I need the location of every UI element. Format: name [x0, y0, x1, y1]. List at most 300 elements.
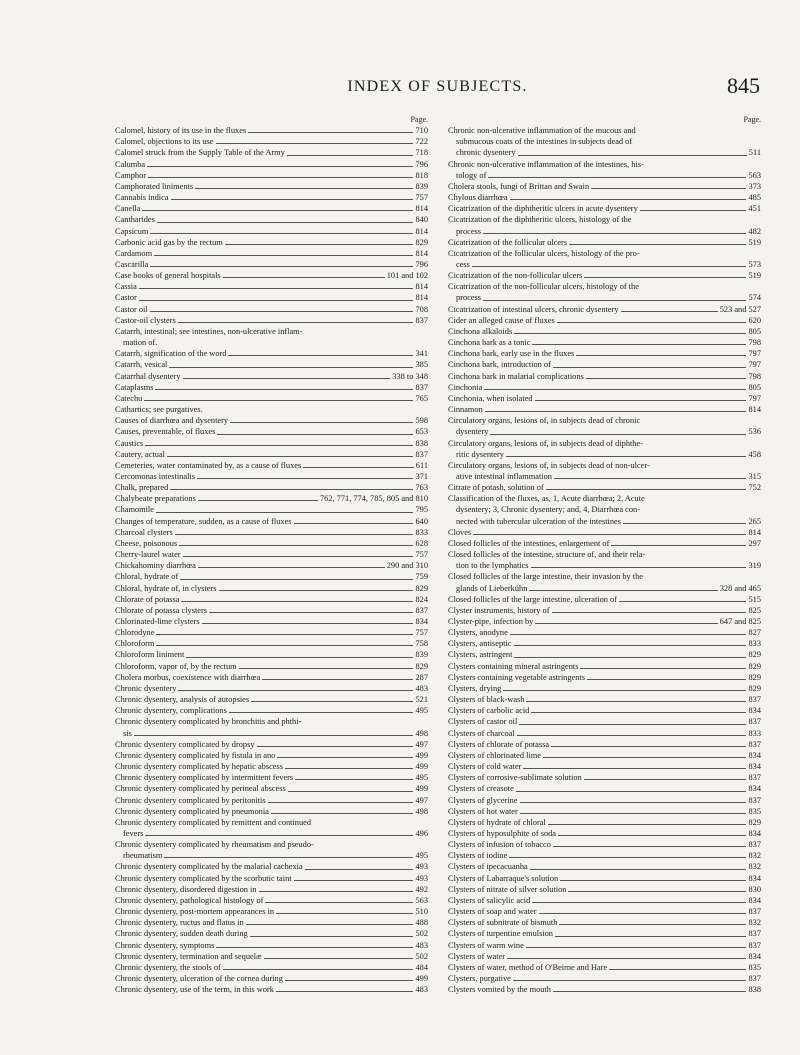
dot-leader [609, 969, 746, 970]
index-entry [448, 438, 761, 460]
entry-text: Cautery, actual [115, 449, 165, 459]
entry-text: Chlorodyne [115, 628, 155, 638]
index-entry [115, 393, 428, 404]
index-entry [115, 683, 428, 694]
index-entry [115, 281, 428, 292]
page-ref: 640 [415, 516, 428, 526]
entry-text: Cathartics; see purgatives. [115, 405, 203, 415]
index-entry-line [448, 583, 761, 594]
dot-leader [510, 634, 747, 635]
page-ref: 837 [748, 840, 761, 850]
entry-text: Chloroform liniment [115, 650, 185, 660]
dot-leader [294, 523, 414, 524]
dot-leader [178, 322, 414, 323]
index-entry [448, 248, 761, 270]
page-ref: 796 [415, 260, 428, 270]
page-ref: 499 [415, 974, 428, 984]
entry-text: Cantharides [115, 215, 155, 225]
entry-text: Clysters of subnitrate of bismuth [448, 918, 558, 928]
entry-text: Clysters of hot water [448, 806, 518, 816]
index-entry [115, 371, 428, 382]
entry-text: Cicatrization of the non-follicular ulcers, histology of the [448, 282, 639, 292]
entry-text: Chronic dysentery complicated by remittent and continued [115, 817, 312, 827]
page-ref: 837 [748, 773, 761, 783]
dot-leader [156, 512, 414, 513]
index-entry [448, 538, 761, 549]
page-ref: 752 [748, 483, 761, 493]
page-ref: 834 [415, 617, 428, 627]
dot-leader [154, 255, 413, 256]
entry-text-continued: dysentery; 3, Chronic dysentery; and, 4, Diarrhœa con- [456, 505, 640, 515]
page-ref: 495 [415, 773, 428, 783]
page-number: 845 [727, 73, 760, 98]
index-entry [448, 940, 761, 951]
entry-text: Chronic non-ulcerative inflammation of the mucous and [448, 126, 636, 136]
entry-text: Clysters vomited by the mouth [448, 985, 551, 995]
entry-text: Cheese, poisonous [115, 538, 178, 548]
index-entry [115, 940, 428, 951]
page-ref: 483 [415, 940, 428, 950]
entry-text: Clysters of infusion of tobacco [448, 840, 551, 850]
index-entry [115, 125, 428, 136]
page-ref: 832 [748, 918, 761, 928]
page-ref: 510 [415, 907, 428, 917]
page-ref: 795 [415, 505, 428, 515]
dot-leader [150, 311, 414, 312]
index-entry [115, 560, 428, 571]
page-ref: 757 [415, 193, 428, 203]
entry-text: Chylous diarrhœa [448, 193, 508, 203]
index-entry-line [448, 516, 761, 527]
dot-leader [532, 344, 746, 345]
page-ref: 837 [748, 940, 761, 950]
page-ref: 796 [415, 159, 428, 169]
page-ref: 499 [415, 784, 428, 794]
entry-text: Chalk, prepared [115, 483, 169, 493]
index-entry [448, 203, 761, 214]
index-entry-line [448, 170, 761, 181]
entry-text: Chronic dysentery complicated by pneumonia [115, 806, 269, 816]
entry-text: process [456, 226, 482, 236]
entry-text: Chronic dysentery complicated by peritonitis [115, 795, 266, 805]
entry-text: Chronic dysentery, analysis of autopsies [115, 695, 250, 705]
dot-leader [506, 456, 747, 457]
page-ref: 502 [415, 929, 428, 939]
dot-leader [230, 422, 413, 423]
page-ref: 835 [748, 806, 761, 816]
dot-leader [198, 567, 385, 568]
page-ref: 519 [748, 271, 761, 281]
entry-text: Case books of general hospitals [115, 271, 221, 281]
dot-leader [276, 991, 414, 992]
dot-leader [483, 233, 746, 234]
index-entry [448, 861, 761, 872]
index-entry [448, 527, 761, 538]
entry-text: Cercomonas intestinalis [115, 471, 195, 481]
index-entry [448, 326, 761, 337]
page-ref: 837 [748, 717, 761, 727]
entry-text: Causes, preventable, of fluxes [115, 427, 216, 437]
page-ref: 832 [748, 862, 761, 872]
index-entry [115, 192, 428, 203]
dot-leader [619, 601, 746, 602]
entry-text: Clysters of glycerine [448, 795, 518, 805]
index-entry [448, 371, 761, 382]
index-entry [448, 705, 761, 716]
dot-leader [156, 645, 413, 646]
dot-leader [155, 389, 413, 390]
entry-text: Cloves [448, 527, 472, 537]
page-ref: 814 [415, 282, 428, 292]
page-ref: 708 [415, 304, 428, 314]
page-ref: 834 [748, 828, 761, 838]
entry-text: Clysters of black-wash [448, 695, 525, 705]
index-entry [448, 973, 761, 984]
page-ref: 297 [748, 538, 761, 548]
page-ref: 515 [748, 594, 761, 604]
dot-leader [246, 924, 414, 925]
dot-leader [529, 590, 717, 591]
page-ref: 797 [748, 360, 761, 370]
page-ref: 502 [415, 951, 428, 961]
dot-leader [145, 835, 413, 836]
page-ref: 829 [748, 672, 761, 682]
entry-text: Chronic dysentery, the stools of [115, 962, 221, 972]
dot-leader [584, 277, 746, 278]
dot-leader [139, 288, 414, 289]
index-entry [115, 426, 428, 437]
entry-text: Chronic dysentery complicated by fistula in ano [115, 750, 276, 760]
page-ref: 493 [415, 873, 428, 883]
page-ref: 758 [415, 639, 428, 649]
entry-text: Chronic dysentery complicated by intermittent fevers [115, 773, 294, 783]
entry-text: Castor [115, 293, 137, 303]
index-entry [115, 449, 428, 460]
page-ref: 824 [415, 594, 428, 604]
entry-text: Chronic dysentery, post-mortem appearances in [115, 907, 275, 917]
dot-leader [164, 857, 413, 858]
index-entry [448, 382, 761, 393]
page-ref: 834 [748, 873, 761, 883]
page-ref: 653 [415, 427, 428, 437]
dot-leader [197, 478, 414, 479]
index-entry [448, 627, 761, 638]
entry-text: mation of. [123, 338, 158, 348]
page-ref: 385 [415, 360, 428, 370]
index-entry [448, 460, 761, 482]
entry-text: Clysters, purgative [448, 974, 511, 984]
entry-text: cess [456, 260, 470, 270]
index-entry [115, 170, 428, 181]
entry-text: Catarrh, intestinal; see intestines, non-ulcerative inflam- [115, 326, 303, 336]
entry-text: Cemeteries, water contaminated by, as a cause of fluxes [115, 460, 302, 470]
page-column-label: Page. [743, 115, 761, 124]
dot-leader [539, 913, 747, 914]
entry-text: Chlorate of potassa clysters [115, 605, 207, 615]
index-entry [448, 315, 761, 326]
page-ref: 834 [748, 784, 761, 794]
entry-text: chronic dysentery [456, 148, 516, 158]
index-entry [115, 973, 428, 984]
dot-leader [229, 712, 414, 713]
dot-leader [559, 924, 746, 925]
index-entry [448, 616, 761, 627]
index-entry [448, 125, 761, 158]
index-entry [448, 828, 761, 839]
entry-text: Chronic non-ulcerative inflammation of the intestines, his- [448, 159, 644, 169]
entry-text: Clysters of creasote [448, 784, 514, 794]
index-entry [115, 761, 428, 772]
entry-text: Cinchona bark, introduction of [448, 360, 551, 370]
dot-leader [167, 456, 414, 457]
dot-leader [517, 735, 747, 736]
entry-text: Chamomile [115, 505, 154, 515]
dot-leader [285, 768, 414, 769]
index-entry [448, 393, 761, 404]
entry-text: Chronic dysentery complicated by the malarial cachexia [115, 862, 303, 872]
dot-leader [526, 947, 747, 948]
dot-leader [248, 132, 413, 133]
entry-text: Charcoal clysters [115, 527, 173, 537]
page-ref: 798 [748, 338, 761, 348]
entry-text: Clysters of turpentine emulsion [448, 929, 553, 939]
index-entry [115, 772, 428, 783]
entry-text: Catarrhal dysentery [115, 371, 181, 381]
entry-text: Chronic dysentery, ulceration of the cornea during [115, 974, 283, 984]
dot-leader [514, 645, 747, 646]
page-ref: 834 [748, 706, 761, 716]
index-entry-line [115, 728, 428, 739]
index-entry [115, 404, 428, 415]
page-ref: 837 [748, 795, 761, 805]
index-entry [115, 516, 428, 527]
dot-leader [139, 300, 414, 301]
index-entry [448, 304, 761, 315]
entry-text: Catarrh, vesical [115, 360, 168, 370]
index-entry [115, 984, 428, 995]
entry-text: Closed follicles of the intestine, structure of, and their rela- [448, 550, 646, 560]
dot-leader [271, 813, 414, 814]
index-entry [115, 159, 428, 170]
entry-text: Cinnamon [448, 405, 483, 415]
index-entry [448, 159, 761, 181]
page-ref: 101 and 102 [386, 271, 428, 281]
page-ref: 839 [415, 650, 428, 660]
index-entry [115, 806, 428, 817]
page-ref: 805 [748, 326, 761, 336]
entry-text: Causes of diarrhœa and dysentery [115, 416, 229, 426]
entry-text: Carbonic acid gas by the rectum [115, 237, 223, 247]
dot-leader [552, 612, 747, 613]
index-entry [115, 237, 428, 248]
index-entry [115, 694, 428, 705]
entry-text: Clysters of water, method of O'Beirne and Hare [448, 962, 608, 972]
index-entry [115, 315, 428, 326]
page-ref: 837 [748, 907, 761, 917]
dot-leader [591, 188, 746, 189]
entry-text: Catarrh, signification of the word [115, 349, 227, 359]
dot-leader [183, 378, 391, 379]
dot-leader [584, 779, 747, 780]
page-ref: 483 [415, 683, 428, 693]
index-entry [448, 817, 761, 828]
page-header [115, 73, 760, 102]
dot-leader [483, 300, 746, 301]
dot-leader [535, 623, 717, 624]
dot-leader [553, 846, 747, 847]
dot-leader [262, 679, 413, 680]
dot-leader [560, 880, 746, 881]
entry-text: Calomel, history of its use in the fluxes [115, 126, 247, 136]
page-ref: 827 [748, 628, 761, 638]
entry-text: Chronic dysentery complicated by bronchitis and phthi- [115, 717, 302, 727]
entry-text: Calumba [115, 159, 146, 169]
dot-leader [142, 210, 413, 211]
index-entry [115, 226, 428, 237]
index-entry [448, 951, 761, 962]
dot-leader [507, 958, 746, 959]
index-entry [115, 471, 428, 482]
index-entry-line [448, 426, 761, 437]
dot-leader [217, 434, 413, 435]
page-ref: 834 [748, 951, 761, 961]
entry-text: Chlorate of potassa [115, 594, 180, 604]
entry-text: Chlorinated-lime clysters [115, 617, 200, 627]
page-ref: 833 [748, 639, 761, 649]
entry-text: Cherry-laurel water [115, 550, 181, 560]
entry-text: Camphor [115, 170, 147, 180]
index-entry [448, 761, 761, 772]
dot-leader [216, 143, 414, 144]
page-ref: 341 [415, 349, 428, 359]
index-entry [115, 839, 428, 861]
page-ref: 495 [415, 706, 428, 716]
entry-text: Closed follicles of the large intestine, ulceration of [448, 594, 617, 604]
index-entry [448, 917, 761, 928]
entry-text: nected with tubercular ulceration of the intestines [456, 516, 621, 526]
dot-leader [285, 980, 414, 981]
dot-leader [181, 601, 413, 602]
page-ref: 710 [415, 126, 428, 136]
index-entry [448, 661, 761, 672]
page-ref: 718 [415, 148, 428, 158]
dot-leader [580, 668, 746, 669]
page-ref: 573 [748, 260, 761, 270]
entry-text: Cicatrization of the follicular ulcers, histology of the pro- [448, 248, 640, 258]
page-ref: 835 [748, 962, 761, 972]
page-ref: 563 [748, 170, 761, 180]
dot-leader [175, 534, 414, 535]
index-entry [448, 984, 761, 995]
dot-leader [268, 802, 414, 803]
index-entry [448, 962, 761, 973]
page-ref: 814 [748, 405, 761, 415]
entry-text: Clysters of hydrate of chloral [448, 817, 546, 827]
index-entry-line [448, 259, 761, 270]
index-entry [448, 928, 761, 939]
entry-text: Cicatrization of the diphtheritic ulcers, histology of the [448, 215, 632, 225]
page-ref: 837 [415, 605, 428, 615]
index-entry [448, 281, 761, 303]
entry-text: tology of [456, 170, 487, 180]
page-ref: 765 [415, 393, 428, 403]
page-ref: 598 [415, 416, 428, 426]
index-entry [115, 493, 428, 504]
index-entry [115, 214, 428, 225]
entry-text: Chronic dysentery complicated by hepatic abscess [115, 762, 283, 772]
entry-text: Cinchona alkaloids [448, 326, 513, 336]
page-ref: 829 [748, 650, 761, 660]
dot-leader [509, 857, 746, 858]
page-ref: 834 [748, 750, 761, 760]
entry-text: Cinchonia, when isolated [448, 393, 533, 403]
entry-text: Cholera morbus, coexistence with diarrhœa [115, 672, 261, 682]
page-ref: 498 [415, 728, 428, 738]
index-entry [448, 359, 761, 370]
entry-text: Cinchona bark as a tonic [448, 338, 531, 348]
index-entry [448, 683, 761, 694]
entry-text: Closed follicles of the intestines, enlargement of [448, 538, 610, 548]
dot-leader [170, 489, 413, 490]
dot-leader [553, 991, 747, 992]
dot-leader [148, 177, 413, 178]
page-ref: 829 [748, 683, 761, 693]
index-entry [115, 504, 428, 515]
index-entry [115, 638, 428, 649]
dot-leader [558, 835, 746, 836]
dot-leader [484, 389, 746, 390]
page-ref: 287 [415, 672, 428, 682]
dot-leader [150, 233, 413, 234]
running-title: INDEX OF SUBJECTS. [347, 78, 528, 95]
page-ref: 837 [748, 974, 761, 984]
page-ref: 814 [415, 293, 428, 303]
page-ref: 371 [415, 471, 428, 481]
page-ref: 497 [415, 739, 428, 749]
index-entry [115, 270, 428, 281]
dot-leader [490, 434, 746, 435]
page-ref: 536 [748, 427, 761, 437]
dot-leader [303, 467, 414, 468]
entry-text: Chronic dysentery complicated by the scorbutic taint [115, 873, 292, 883]
index-entry [115, 415, 428, 426]
index-entry [448, 571, 761, 593]
page-ref: 315 [748, 471, 761, 481]
page-ref: 511 [748, 148, 761, 158]
page-ref: 328 and 465 [719, 583, 761, 593]
index-entry [448, 772, 761, 783]
page-ref: 798 [748, 371, 761, 381]
dot-leader [134, 735, 414, 736]
page-ref: 498 [415, 806, 428, 816]
dot-leader [611, 545, 746, 546]
dot-leader [183, 556, 414, 557]
page-ref: 647 and 825 [719, 617, 761, 627]
entry-text: process [456, 293, 482, 303]
entry-text: ative intestinal inflammation [456, 471, 552, 481]
dot-leader [209, 612, 413, 613]
index-entry [115, 482, 428, 493]
dot-leader [503, 690, 746, 691]
index-entry-line [115, 828, 428, 839]
page-ref: 458 [748, 449, 761, 459]
page-ref: 757 [415, 550, 428, 560]
index-entry [115, 906, 428, 917]
entry-text: Cinchonia [448, 382, 483, 392]
index-entry [448, 181, 761, 192]
page-ref: 620 [748, 315, 761, 325]
dot-leader [198, 500, 318, 501]
